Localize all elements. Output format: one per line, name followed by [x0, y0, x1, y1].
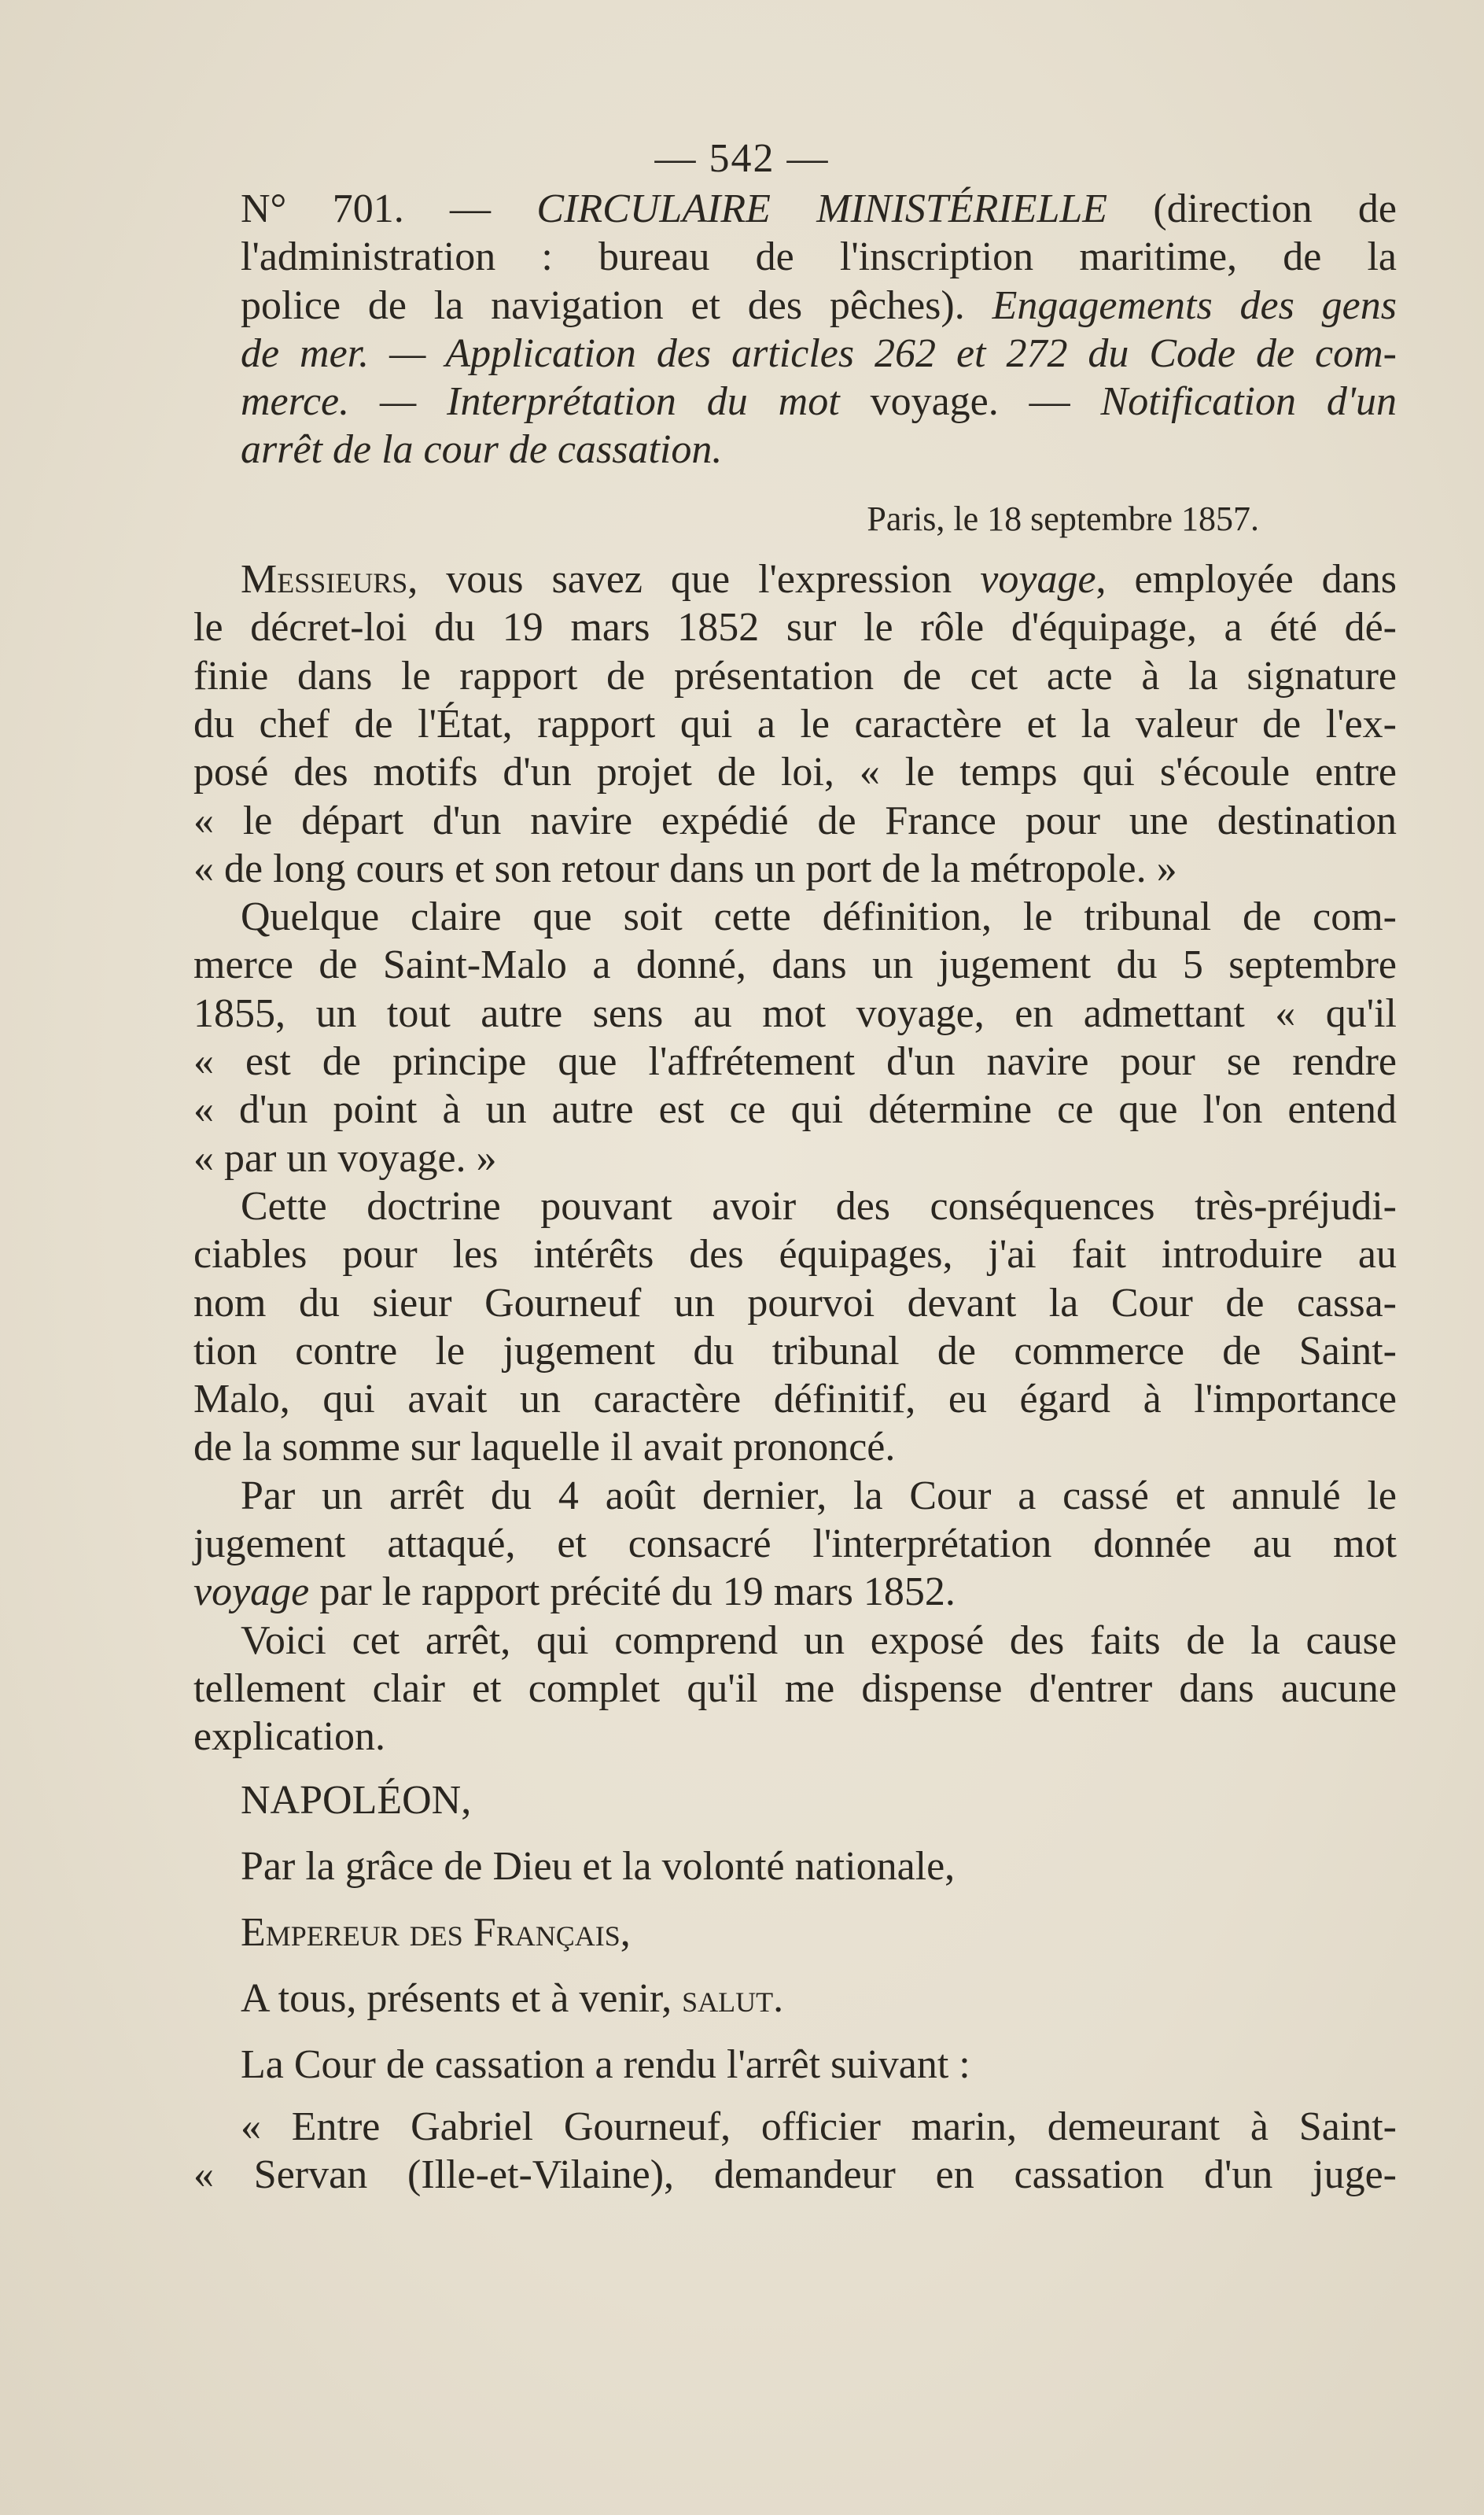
- heading-line: merce. — Interprétation du mot voyage. — Notification d'un: [241, 379, 1397, 425]
- decree-empereur: Empereur des Français,: [241, 1909, 631, 1955]
- paragraph-line: « le départ d'un navire expédié de France pour une destination: [193, 798, 1397, 843]
- paragraph-line: le décret-loi du 19 mars 1852 sur le rôle d'équipage, a été dé-: [193, 605, 1397, 651]
- paragraph-line: nom du sieur Gourneuf un pourvoi devant la Cour de cassa-: [193, 1280, 1397, 1326]
- heading-line: de mer. — Application des articles 262 et 272 du Code de com-: [241, 330, 1397, 376]
- paragraph-line: explication.: [193, 1714, 386, 1760]
- heading-line: arrêt de la cour de cassation.: [241, 427, 723, 473]
- circular-heading: [193, 185, 1397, 474]
- paragraph-line: Par un arrêt du 4 août dernier, la Cour a cassé et annulé le: [241, 1473, 1397, 1518]
- paragraph: [193, 893, 1397, 1182]
- paragraph-line: ciables pour les intérêts des équipages, j'ai fait introduire au: [193, 1232, 1397, 1278]
- paragraph-line: 1855, un tout autre sens au mot voyage, en admettant « qu'il: [193, 990, 1397, 1036]
- decree-grace: Par la grâce de Dieu et la volonté nationale,: [241, 1843, 956, 1889]
- heading-line: police de la navigation et des pêches). Engagements des gens: [241, 282, 1397, 328]
- decree-salut: A tous, présents et à venir, salut.: [241, 1975, 784, 2021]
- quote-line: « Servan (Ille-et-Vilaine), demandeur en cassation d'un juge-: [193, 2152, 1397, 2197]
- paragraph: [193, 1182, 1397, 1472]
- paragraph-line: tion contre le jugement du tribunal de commerce de Saint-: [193, 1328, 1397, 1374]
- paragraph-line: du chef de l'État, rapport qui a le caractère et la valeur de l'ex-: [193, 701, 1397, 747]
- paragraph-line: « de long cours et son retour dans un port de la métropole. »: [193, 846, 1177, 891]
- page-number: — 542 —: [654, 136, 830, 181]
- paragraph-line: posé des motifs d'un projet de loi, « le temps qui s'écoule entre: [193, 750, 1397, 795]
- paragraph-line: Malo, qui avait un caractère définitif, eu égard à l'importance: [193, 1377, 1397, 1422]
- paragraph: [193, 1617, 1397, 1761]
- decree-cour: La Cour de cassation a rendu l'arrêt suivant :: [241, 2041, 970, 2087]
- decree-napoleon: NAPOLÉON,: [241, 1777, 472, 1823]
- judgment-quote: [193, 2103, 1397, 2200]
- circular-text: [193, 185, 1397, 2199]
- paragraph-line: jugement attaqué, et consacré l'interprétation donnée au mot: [193, 1521, 1397, 1567]
- paragraph-line: finie dans le rapport de présentation de cet acte à la signature: [193, 653, 1397, 699]
- heading-line: l'administration : bureau de l'inscription maritime, de la: [241, 234, 1397, 280]
- quote-line: « Entre Gabriel Gourneuf, officier marin, demeurant à Saint-: [241, 2104, 1397, 2149]
- place-date: Paris, le 18 septembre 1857.: [867, 499, 1259, 538]
- paragraph-line: de la somme sur laquelle il avait prononcé.: [193, 1425, 896, 1470]
- paragraph: [193, 555, 1397, 893]
- paragraph-line: Quelque claire que soit cette définition, le tribunal de com-: [241, 894, 1397, 940]
- paragraph-line: merce de Saint-Malo a donné, dans un jugement du 5 septembre: [193, 942, 1397, 988]
- paragraph-line: Messieurs, vous savez que l'expression voyage, employée dans: [241, 557, 1397, 603]
- paragraph-line: Cette doctrine pouvant avoir des conséquences très-préjudi-: [241, 1183, 1397, 1229]
- paragraph-line: voyage par le rapport précité du 19 mars 1852.: [193, 1569, 956, 1615]
- paragraph-line: « par un voyage. »: [193, 1135, 497, 1181]
- paragraph-line: tellement clair et complet qu'il me dispense d'entrer dans aucune: [193, 1665, 1397, 1711]
- paragraph-line: Voici cet arrêt, qui comprend un exposé des faits de la cause: [241, 1617, 1397, 1663]
- paragraph-line: « est de principe que l'affrétement d'un navire pour se rendre: [193, 1039, 1397, 1085]
- paragraph: [193, 1472, 1397, 1617]
- heading-line: N° 701. — CIRCULAIRE MINISTÉRIELLE (direction de: [241, 186, 1397, 231]
- paragraph-line: « d'un point à un autre est ce qui détermine ce que l'on entend: [193, 1087, 1397, 1133]
